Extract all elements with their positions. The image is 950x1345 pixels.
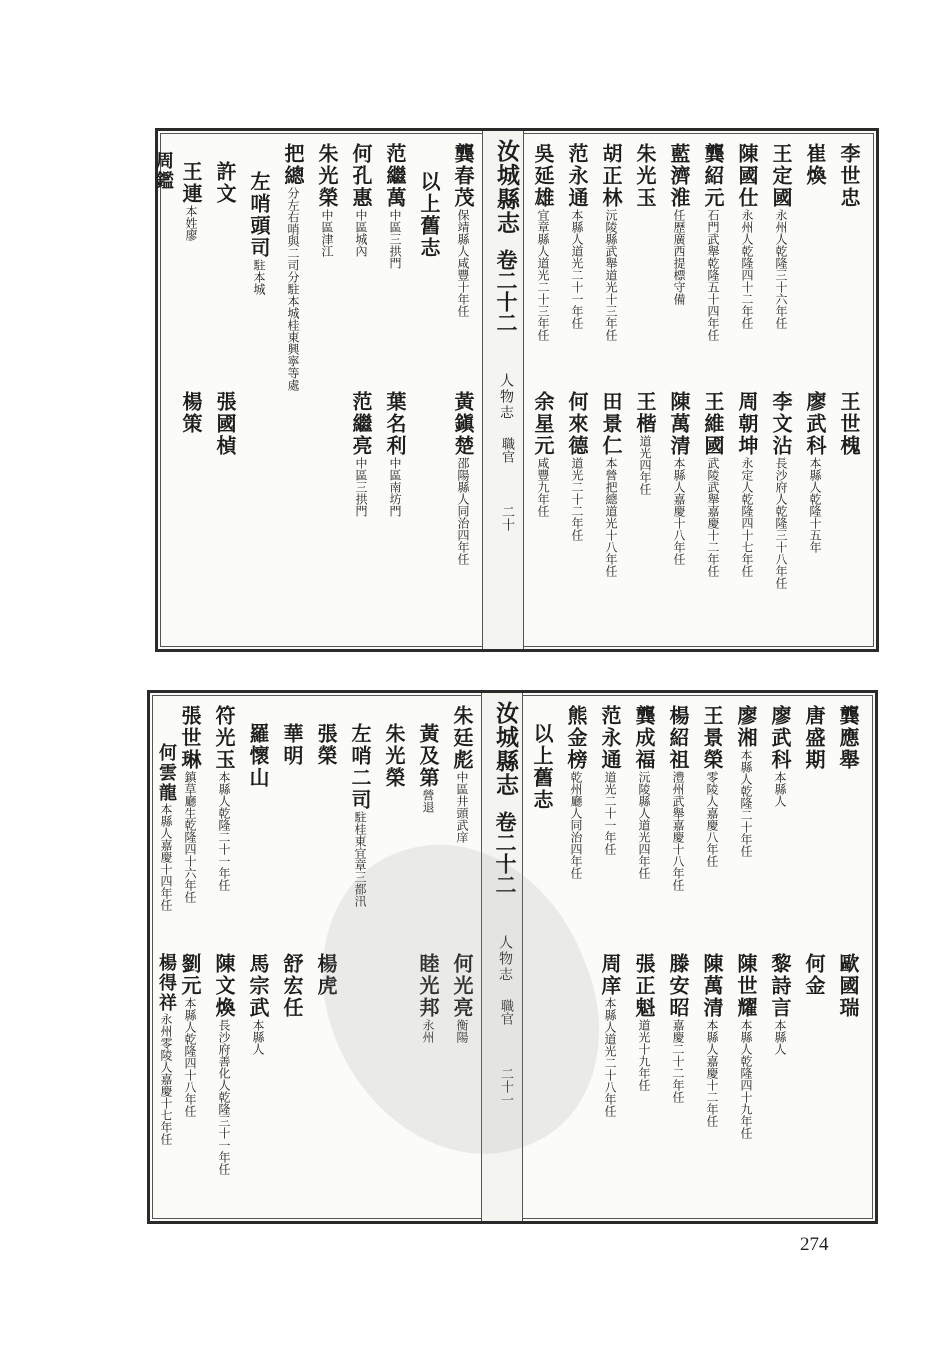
section-end-marker: 以上舊志 <box>530 723 554 811</box>
section-end-marker: 以上舊志 <box>417 171 441 259</box>
text-column: 黃及第營退 睦光邦永州 <box>416 723 440 1043</box>
text-column: 王景榮零陵人嘉慶八年任 陳萬清本縣人嘉慶十二年任 <box>700 705 724 1127</box>
text-column: 何孔惠中區城內 范繼亮中區三拱門 <box>349 143 373 517</box>
text-column: 周鑑 <box>153 151 174 191</box>
text-column: 左哨頭司駐本城 <box>247 171 271 295</box>
text-column: 龔應舉 歐國瑞 <box>836 705 860 1019</box>
text-column: 朱光榮中區津江 <box>315 143 339 257</box>
text-column: 陳國仕永州人乾隆四十二年任 周朝坤永定人乾隆四十七年任 <box>735 143 759 577</box>
text-column: 朱光玉 王楷道光四年任 <box>633 143 657 495</box>
text-column: 范永通本縣人道光二十一年任 何來德道光二十二年任 <box>565 143 589 541</box>
text-column: 王定國永州人乾隆三十六年任 李文沾長沙府人乾隆三十八年任 <box>769 143 793 589</box>
text-column: 許文 張國楨 <box>213 161 237 457</box>
text-column: 崔煥 廖武科本縣人乾隆十五年 <box>803 143 827 553</box>
text-column: 張世琳鎮草廳生乾隆四十六年任 劉元本縣人乾隆四十八年任 <box>178 705 202 1117</box>
text-column: 符光玉本縣人乾隆二十一年任 陳文煥長沙府善化人乾隆三十一年任 <box>212 705 236 1175</box>
text-column: 藍濟淮任歷廣西提標守備 陳萬清本縣人嘉慶十八年任 <box>667 143 691 565</box>
top-page <box>155 128 879 652</box>
text-column: 把總分左右哨與二司分駐本城桂東興寧等處 <box>281 143 305 391</box>
text-column: 朱光榮 <box>382 723 406 789</box>
text-column: 張榮 楊虎 <box>314 723 338 997</box>
text-column: 華明 舒宏任 <box>280 723 304 1019</box>
text-column: 龔成福沅陵縣人道光四年任 張正魁道光十九年任 <box>632 705 656 1091</box>
text-column: 楊紹祖澧州武舉嘉慶十八年任 滕安昭嘉慶二十二年任 <box>666 705 690 1103</box>
text-column: 左哨二司駐桂東宜章三都汛 <box>348 723 372 907</box>
text-column: 李世忠 王世槐 <box>837 143 861 457</box>
text-column: 范繼萬中區三拱門 葉名利中區南坊門 <box>383 143 407 517</box>
text-column: 龔紹元石門武舉乾隆五十四年任 王維國武陵武舉嘉慶十二年任 <box>701 143 725 577</box>
text-column: 范永通道光二十一年任 周庠本縣人道光二十八年任 <box>598 705 622 1117</box>
text-column: 吳延雄宜章縣人道光二十三年任 余星元咸豐九年任 <box>531 143 555 517</box>
text-column: 廖湘本縣人乾隆二十年任 陳世耀本縣人乾隆四十九年任 <box>734 705 758 1139</box>
center-header: 汝城縣志卷二十二人物志職官二十 <box>482 131 524 649</box>
text-column: 熊金榜乾州廳人同治四年任 <box>564 705 588 879</box>
text-column: 朱廷彪中區井頭武庠 何光亮衡陽 <box>450 705 474 1043</box>
text-column: 羅懷山 馬宗武本縣人 <box>246 723 270 1055</box>
text-column: 胡正林沅陵縣武舉道光十三年任 田景仁本營把總道光十八年任 <box>599 143 623 577</box>
text-column: 何雲龍本縣人嘉慶十四年任 楊得祥永州零陵人嘉慶十七年任 <box>156 743 177 1145</box>
text-column: 廖武科本縣人 黎詩言本縣人 <box>768 705 792 1055</box>
center-header: 汝城縣志卷二十二人物志職官二十一 <box>481 693 523 1221</box>
text-column: 龔春茂保靖縣人咸豐十年任 黃鎭楚邵陽縣人同治四年任 <box>451 143 475 565</box>
page-number: 274 <box>800 1234 829 1255</box>
text-column: 王連本姓廖 楊策 <box>179 161 203 435</box>
text-column: 唐盛期 何金 <box>802 705 826 997</box>
